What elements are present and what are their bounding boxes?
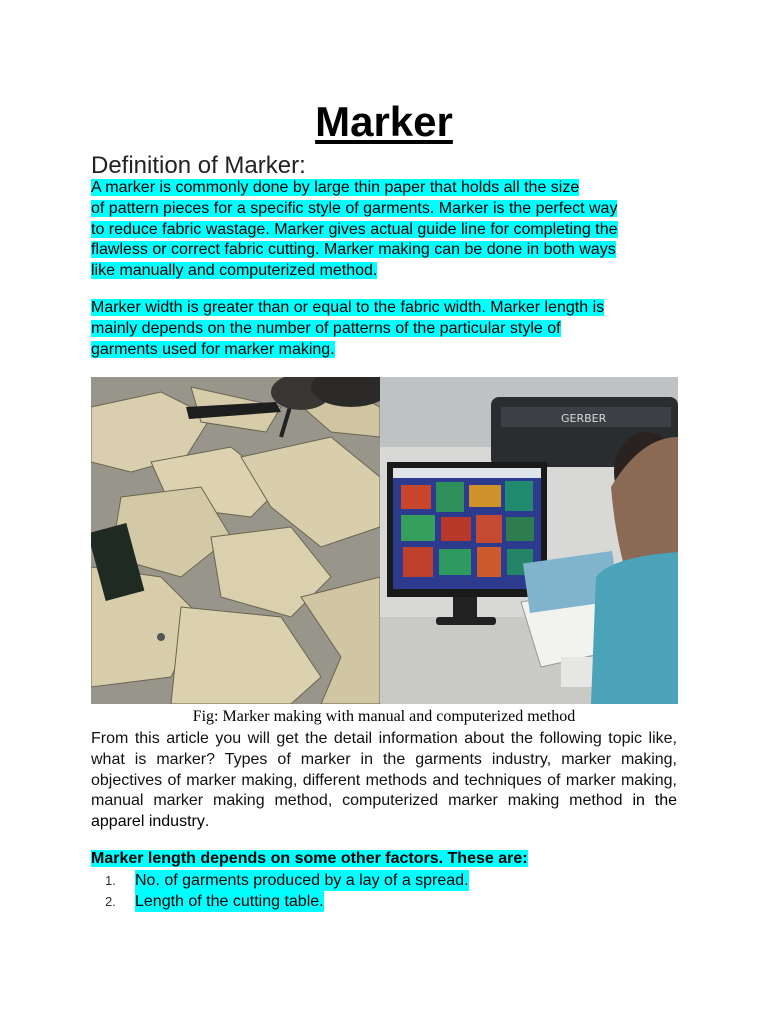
- manual-marker-photo: [91, 377, 391, 704]
- list-item: [91, 891, 677, 912]
- definition-paragraph: [91, 178, 677, 282]
- p1-line3: to reduce fabric wastage. Marker gives actual guide line for completing the: [91, 220, 618, 238]
- list-number: 1.: [105, 873, 116, 888]
- p2-line2: mainly depends on the number of patterns of the particular style of: [91, 319, 561, 337]
- marker-making-figure: [91, 377, 678, 704]
- factors-heading: [91, 849, 528, 869]
- width-paragraph: [91, 298, 677, 360]
- list-text: Length of the cutting table.: [135, 893, 324, 910]
- factors-heading-text: Marker length depends on some other factors. These are:: [91, 850, 528, 867]
- definition-heading: Definition of Marker:: [91, 152, 306, 179]
- monitor-brand-text: GERBER: [561, 412, 607, 425]
- list-item: [91, 870, 677, 891]
- computerized-marker-photo: [380, 377, 678, 704]
- p3-tail: in the apparel industry: [91, 792, 678, 831]
- list-number: 2.: [105, 894, 116, 909]
- article-intro-paragraph: [91, 729, 677, 833]
- p3-end: .: [204, 813, 210, 831]
- list-text: No. of garments produced by a lay of a spread.: [135, 872, 469, 889]
- figure-caption: Fig: Marker making with manual and computerized method: [192, 708, 576, 725]
- p1-line1: A marker is commonly done by large thin paper that holds all the size: [91, 179, 580, 196]
- p1-line2: of pattern pieces for a specific style of garments. Marker is the perfect way: [91, 199, 618, 217]
- p3-text: From this article you will get the detail information about the following topic like, what is marker? Types of marker in the garments industry, marker making, objectives of marker making, different methods and techniques of marker making, manual marker making method, computerized marker making method: [91, 730, 677, 810]
- p1-line4b: Marker making can be done in both ways: [319, 241, 616, 259]
- figure-illustration: [91, 377, 678, 704]
- factors-list: [91, 870, 677, 912]
- p1-line5: like manually and computerized method.: [91, 262, 378, 280]
- p2-line1: Marker width is greater than or equal to the fabric width. Marker length is: [91, 299, 605, 316]
- p2-line3: garments used for marker making.: [91, 340, 335, 358]
- p1-line4a: flawless or correct fabric cutting.: [91, 241, 320, 259]
- page-title: Marker: [315, 98, 453, 145]
